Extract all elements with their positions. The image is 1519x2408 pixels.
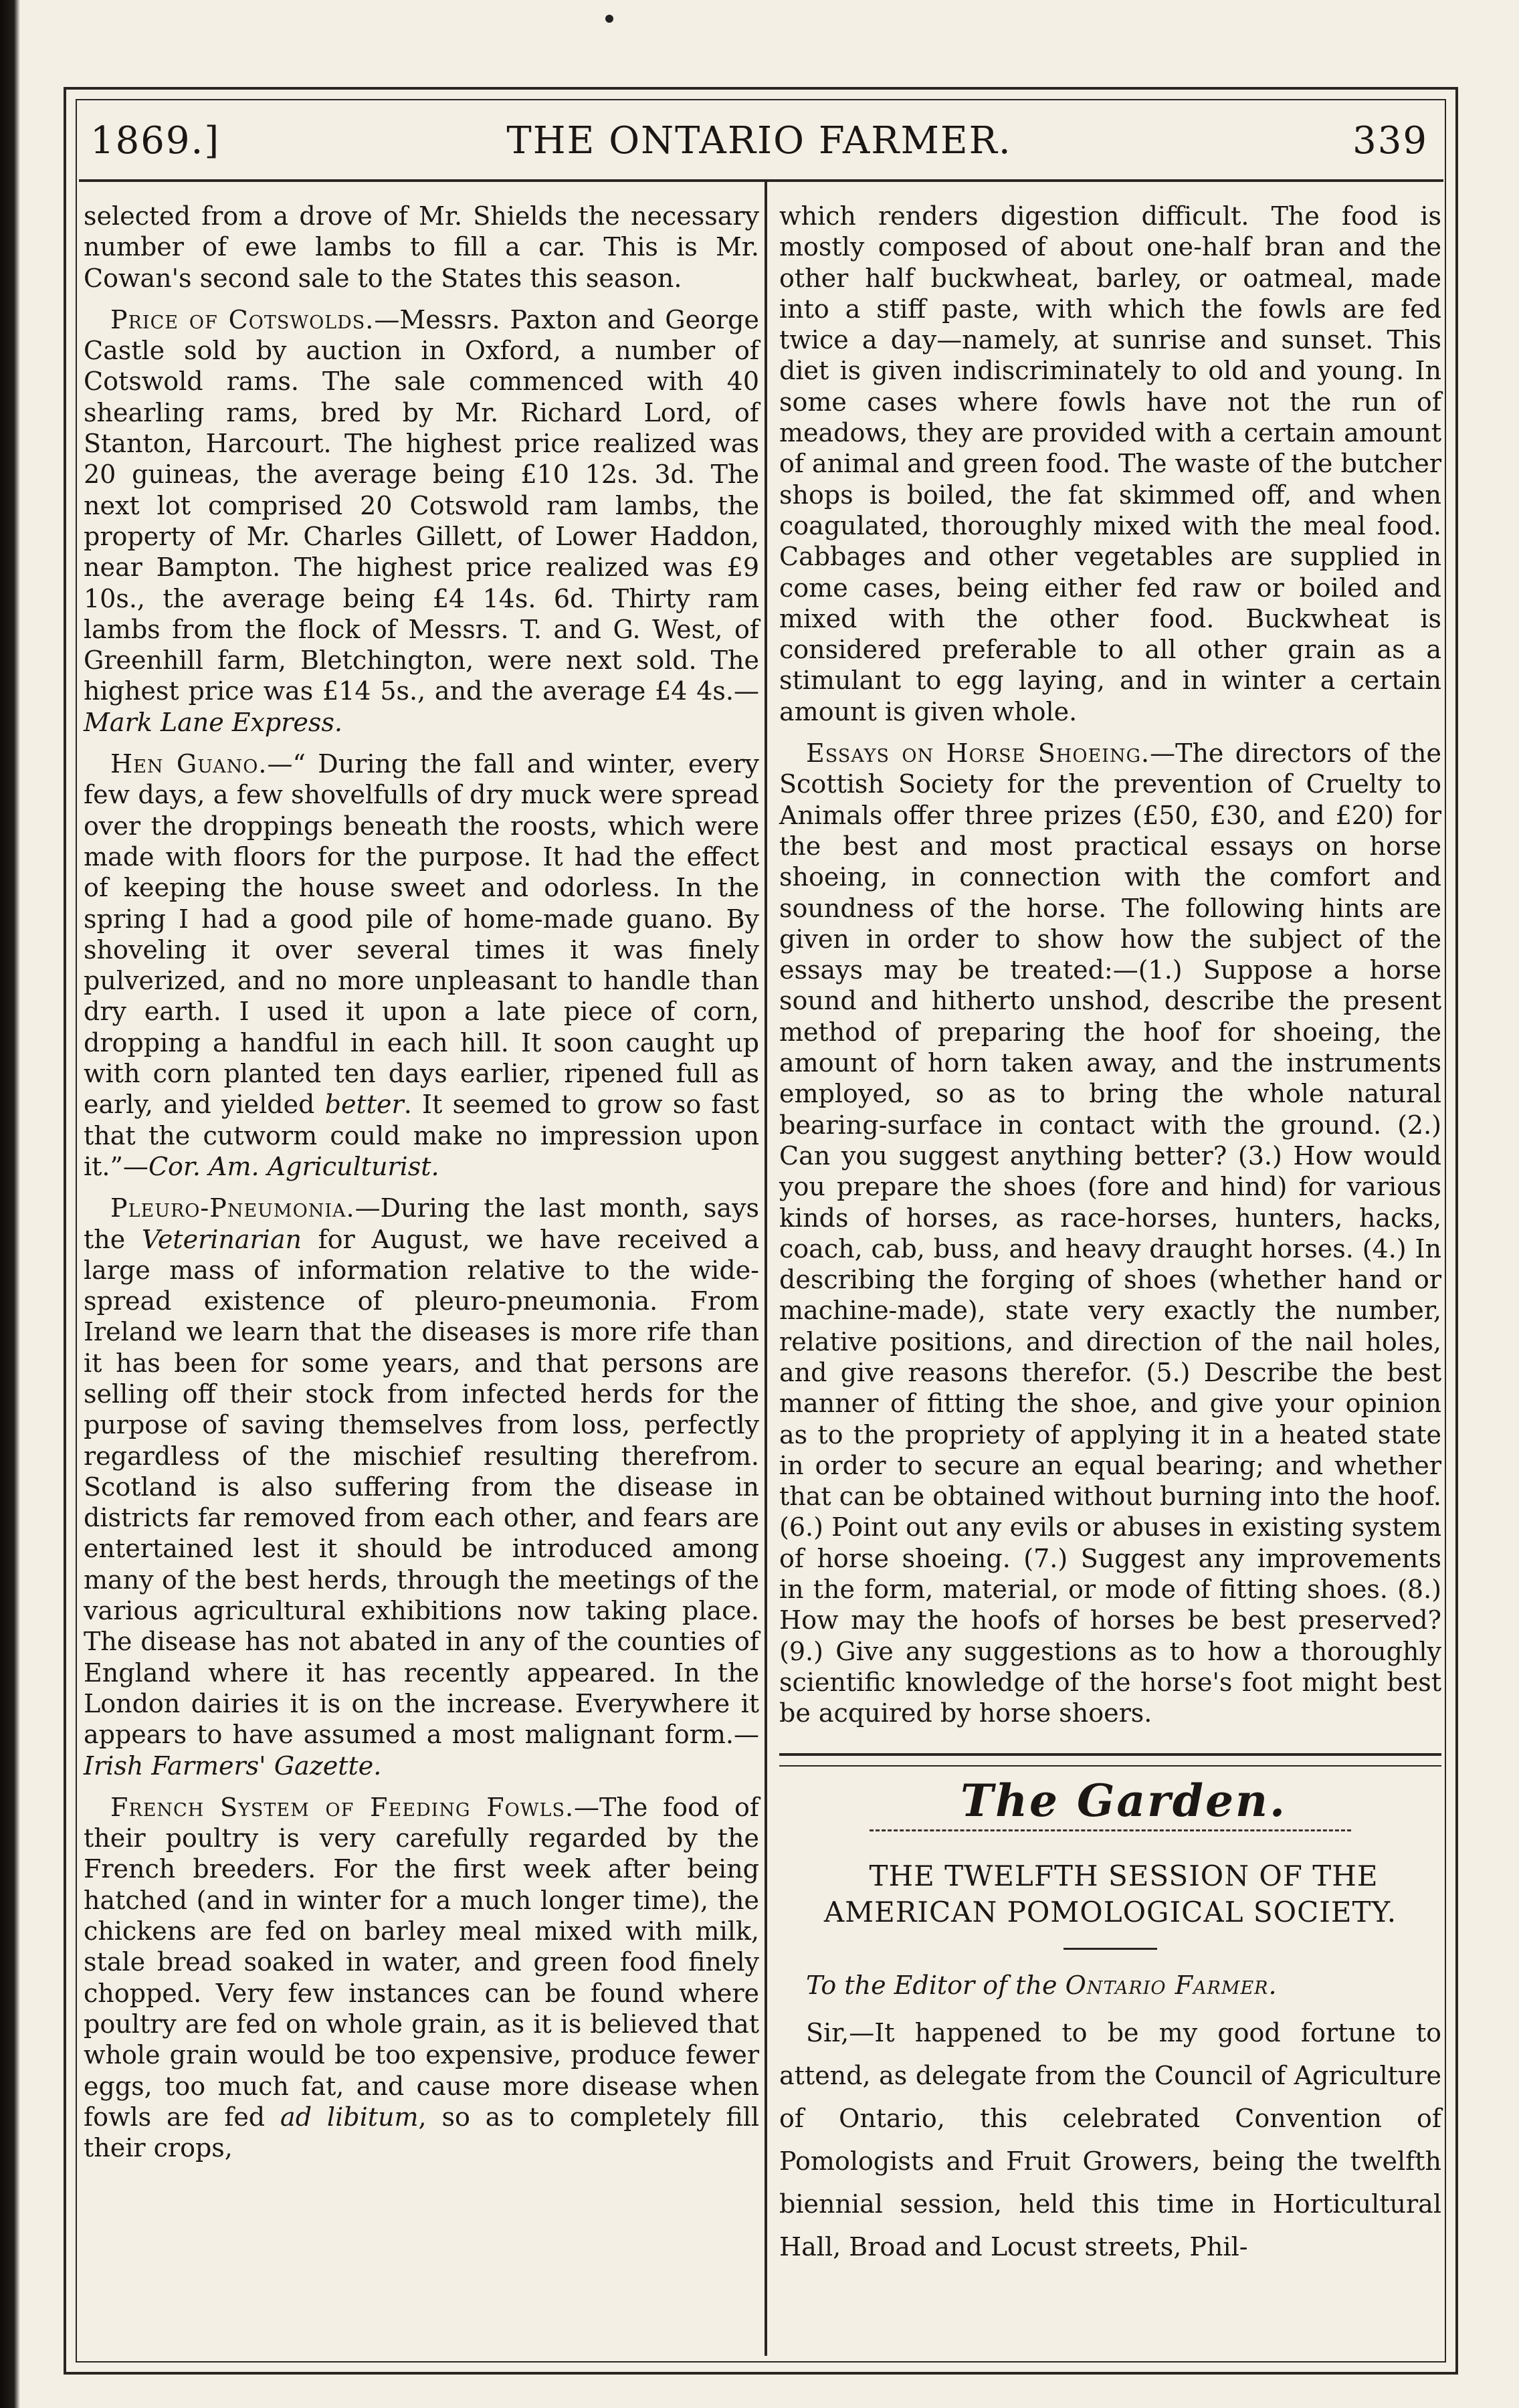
- paragraph-fowls: [84, 1792, 759, 2164]
- emphasis-better: better: [324, 1090, 404, 1120]
- section-rule: [779, 1753, 1441, 1767]
- paragraph-horse-shoeing: [779, 738, 1441, 1729]
- body-hen-guano: —“ During the fall and winter, every few days, a few shovelfulls of dry muck were spread over the droppings beneath the roosts, which were made with floors for the purpose. It had the effect of keeping the house sweet and odorless. In the spring I had a good pile of home-made guano. By shoveling it over several times it was finely pulverized, and no more unpleasant to handle than dry earth. I used it upon a late piece of corn, dropping a handful in each hill. It soon caught up with corn planted ten days earlier, ripened full as early, and yielded: [84, 749, 760, 1120]
- department-title: The Garden.: [960, 1774, 1288, 1827]
- body-pleuro-2: for August, we have received a large mass of information relative to the wide-spread existence of pleuro-pneumonia. From Ireland we learn that the diseases is more rife than it has been for some years, and that persons are selling off their stock from infected herds for the purpose of saving themselves from loss, perfectly regardless of the mischief resulting therefrom. Scotland is also suffering from the disease in districts far removed from each other, and fears are entertained lest it should be introduced among many of the best herds, through the meetings of the various agricultural exhibitions now taking place. The disease has not abated in any of the counties of England where it has recently appeared. In the London dairies it is on the increase. Everywhere it appears to have assumed a most malignant form.—: [84, 1224, 759, 1750]
- scan-speck: [605, 15, 613, 23]
- right-column: [779, 201, 1441, 2279]
- salutation-line: [779, 1970, 1441, 2001]
- running-header: [80, 119, 1438, 179]
- heading-horse-shoeing: Essays on Horse Shoeing.: [806, 738, 1150, 769]
- body-pleuro: —During the last month, says the: [84, 1193, 759, 1254]
- source-pleuro: Irish Farmers' Gazette.: [84, 1750, 382, 1781]
- left-column: [84, 201, 759, 2174]
- paragraph-pleuro: [84, 1193, 759, 1781]
- ornamental-rule: [870, 1829, 1351, 1831]
- body-hen-guano-2: . It seemed to grow so fast that the cutworm could make no impression upon it.”—: [84, 1090, 759, 1181]
- body-cotswolds: —Messrs. Paxton and George Castle sold by auction in Oxford, a number of Cotswold rams. The sale commenced with 40 shearling rams, bred by Mr. Richard Lord, of Stanton, Harcourt. The highest price realized was 20 guineas, the average being £10 12s. 3d. The next lot comprised 20 Cotswold ram lambs, the property of Mr. Charles Gillett, of Lower Haddon, near Bampton. The highest price realized was £9 10s., the average being £4 14s. 6d. Thirty ram lambs from the flock of Messrs. T. and G. West, of Greenhill farm, Bletchington, were next sold. The highest price was £14 5s., and the average £4 4s.—: [84, 304, 759, 706]
- body-fowls-2: , so as to completely fill their crops,: [84, 2102, 759, 2163]
- source-hen-guano: Cor. Am. Agriculturist.: [148, 1151, 439, 1181]
- article-title: THE TWELFTH SESSION OF THE AMERICAN POMOLOGICAL SOCIETY.: [823, 1859, 1397, 1928]
- paragraph-cotswolds: [84, 304, 759, 738]
- to-editor-text: To the Editor of the: [806, 1970, 1066, 2000]
- page-number: 339: [1352, 119, 1428, 163]
- heading-hen-guano: Hen Guano.: [110, 749, 268, 779]
- header-rule: [79, 179, 1443, 182]
- header-title: THE ONTARIO FARMER.: [506, 119, 1012, 163]
- letter-body: [779, 2011, 1441, 2268]
- scan-edge: [0, 0, 20, 2408]
- body-fowls: —The food of their poultry is very carefully regarded by the French breeders. For the first week after being hatched (and in winter for a much longer time), the chickens are fed on barley meal mixed with milk, stale bread soaked in water, and green food finely chopped. Very few instances can be found where poultry are fed on whole grain, as it is believed that whole grain would be too expensive, produce fewer eggs, too much fat, and cause more disease when fowls are fed: [84, 1792, 760, 2132]
- title-rule: [1064, 1948, 1157, 1950]
- heading-cotswolds: Price of Cotswolds.: [110, 304, 375, 334]
- header-year: 1869.]: [90, 119, 221, 163]
- paper-name: Ontario Farmer.: [1065, 1970, 1278, 2000]
- body-horse-shoeing: —The directors of the Scottish Society for the prevention of Cruelty to Animals offer three prizes (£50, £30, and £20) for the best and most practical essays on horse shoeing, in connection with the comfort and soundness of the horse. The following hints are given in order to show how the subject of the essays may be treated:—(1.) Suppose a horse sound and hitherto unshod, describe the present method of preparing the hoof for shoeing, the amount of horn taken away, and the instruments employed, so as to bring the whole natural bearing-surface in contact with the ground. (2.) Can you suggest anything better? (3.) How would you prepare the shoes (fore and hind) for various kinds of horses, as race-horses, hunters, hacks, coach, cab, buss, and heavy draught horses. (4.) In describing the forging of shoes (whether hand or machine-made), state very exactly the number, relative positions, and direction of the nail holes, and give reasons therefor. (5.) Describe the best manner of fitting the shoe, and give your opinion as to the propriety of applying it in a heated state in order to secure an equal bearing; and whether that can be obtained without burning into the hoof. (6.) Point out any evils or abuses in existing system of horse shoeing. (7.) Suggest any improvements in the form, material, or mode of fitting shoes. (8.) How may the hoofs of horses be best preserved? (9.) Give any suggestions as to how a thoroughly scientific knowledge of the horse's foot might best be acquired by horse shoers.: [779, 738, 1442, 1728]
- letter-paragraph: Sir,—It happened to be my good fortune to attend, as delegate from the Council of Agriculture of Ontario, this celebrated Convention of Pomologists and Fruit Growers, being the twelfth biennial session, held this time in Horticultural Hall, Broad and Locust streets, Phil-: [779, 2018, 1441, 2262]
- heading-fowls: French System of Feeding Fowls.: [110, 1792, 575, 1822]
- paragraph-hen-guano: [84, 748, 759, 1182]
- heading-pleuro: Pleuro-Pneumonia.: [110, 1193, 355, 1223]
- emphasis-veterinarian: Veterinarian: [141, 1224, 302, 1254]
- source-cotswolds: Mark Lane Express.: [84, 707, 342, 737]
- emphasis-ad-libitum: ad libitum: [280, 2102, 419, 2132]
- paragraph-fowls-cont: which renders digestion difficult. The food is mostly composed of about one-half bran and the other half buckwheat, barley, or oatmeal, made into a stiff paste, with which the fowls are fed twice a day—namely, at sunrise and sunset. This diet is given indiscriminately to old and young. In some cases where fowls have not the run of meadows, they are provided with a certain amount of animal and green food. The waste of the butcher shops is boiled, the fat skimmed off, and when coagulated, thoroughly mixed with the meal food. Cabbages and other vegetables are supplied in come cases, being either fed raw or boiled and mixed with the other food. Buckwheat is considered preferable to all other grain as a stimulant to egg laying, and in winter a certain amount is given whole.: [779, 201, 1441, 726]
- column-divider: [765, 182, 767, 2356]
- paragraph-shields: selected from a drove of Mr. Shields the necessary number of ewe lambs to fill a car. This is Mr. Cowan's second sale to the States this season.: [84, 201, 759, 293]
